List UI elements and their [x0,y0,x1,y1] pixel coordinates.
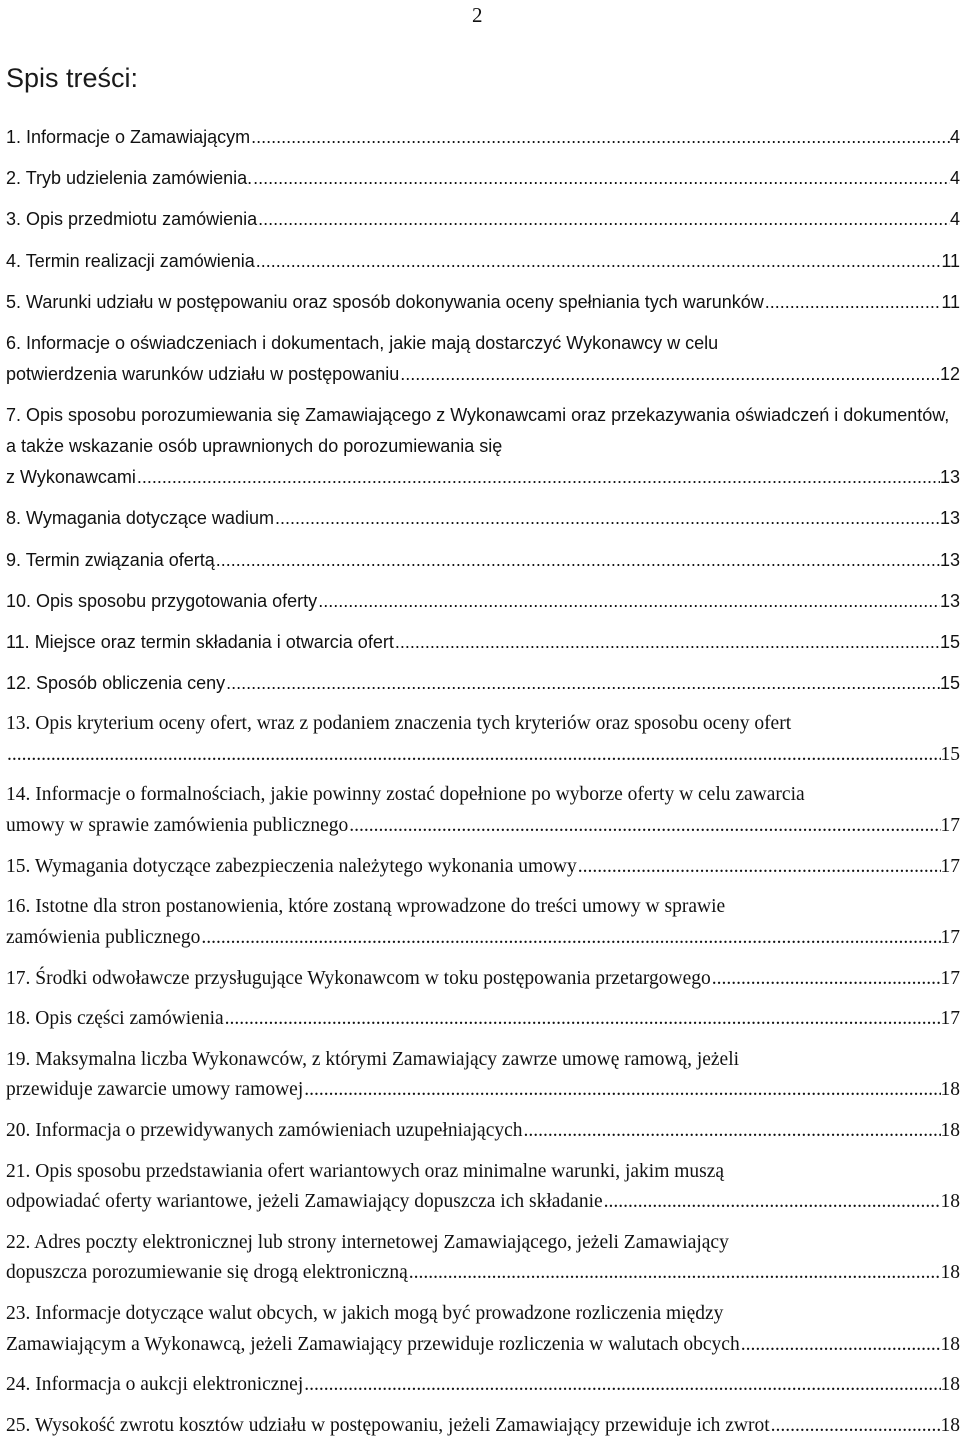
toc-title: Spis treści: [6,63,139,93]
toc-entry[interactable] [6,780,960,841]
toc-entry-title: 2. Tryb udzielenia zamówienia. [6,168,253,189]
toc-entry-title: 18. Opis części zamówienia [6,1008,224,1030]
toc-page-number: 12 [939,363,960,384]
toc-entry-line [6,359,960,390]
toc-entry-text: 7. Opis sposobu porozumiewania się Zamawiającego z Wykonawcami oraz przekazywania oświadczeń i dokumentów, a także wskazanie osób uprawnionych do porozumiewania się [6,405,950,457]
toc-entry-text: 19. Maksymalna liczba Wykonawców, z którymi Zamawiający zawrze umowę ramową, jeżeli [6,1048,740,1070]
toc-page-number: 18 [940,1262,960,1284]
toc-entry-title: 8. Wymagania dotyczące wadium [6,508,274,529]
toc-entry-text: 13. Opis kryterium oceny ofert, wraz z podaniem znaczenia tych kryteriów oraz sposobu oceny ofert [6,713,792,735]
toc-entry[interactable] [6,892,960,953]
toc-entry-title: 5. Warunki udziału w postępowaniu oraz sposób dokonywania oceny spełniania tych warunków [6,291,764,312]
dot-leader [255,246,942,277]
toc-page-number: 4 [949,168,960,189]
dot-leader [317,586,940,617]
toc-entry-line [6,545,960,576]
dot-leader [303,1370,940,1401]
dot-leader [764,287,942,318]
toc-entry-line [6,811,960,842]
toc-entry-line [6,964,960,995]
dot-leader [348,811,940,842]
toc-entry-title: 12. Sposób obliczenia ceny [6,673,226,694]
toc-entry-text: 22. Adres poczty elektronicznej lub strony internetowej Zamawiającego, jeżeli Zamawiający [6,1231,729,1253]
dot-leader [770,1411,941,1442]
toc-entry[interactable] [6,852,960,883]
toc-entry-title: Zamawiającym a Wykonawcą, jeżeli Zamawiający przewiduje rozliczenia w walutach obcych [6,1333,740,1355]
toc-entry[interactable] [6,1411,960,1442]
toc-entry-line [6,1330,960,1361]
dot-leader [200,923,940,954]
dot-leader [523,1116,941,1147]
dot-leader [250,122,950,153]
dot-leader [6,740,941,771]
toc-entry-line [6,923,960,954]
toc-page-number: 18 [940,1079,960,1101]
toc-entry-line [6,1075,960,1106]
toc-entry-line [6,204,960,235]
toc-entry[interactable] [6,1157,960,1218]
toc-entry[interactable] [6,668,960,699]
dot-leader [394,627,940,658]
toc-entry[interactable] [6,545,960,576]
toc-entry-title: zamówienia publicznego [6,926,201,948]
dot-leader [711,964,941,995]
toc-entry-title: przewiduje zawarcie umowy ramowej [6,1079,304,1101]
toc-page-number: 13 [939,467,960,488]
toc-entry[interactable] [6,503,960,534]
table-of-contents [6,122,960,1442]
toc-page-number: 17 [940,855,960,877]
toc-entry-title: 3. Opis przedmiotu zamówienia [6,209,258,230]
toc-entry-line [6,740,960,771]
toc-page-number: 17 [940,926,960,948]
toc-entry-title: 25. Wysokość zwrotu kosztów udziału w postępowaniu, jeżeli Zamawiający przewiduje ich zwrot [6,1415,770,1436]
toc-page-number: 15 [939,631,960,652]
toc-entry[interactable] [6,1116,960,1147]
dot-leader [399,359,940,390]
toc-entry-title: 1. Informacje o Zamawiającym [6,127,251,147]
page-number: 2 [472,3,483,27]
toc-page-number: 11 [941,250,960,271]
toc-entry-line [6,1411,960,1442]
toc-entry[interactable] [6,204,960,235]
dot-leader [408,1258,941,1289]
toc-entry-title: z Wykonawcami [6,467,136,488]
toc-entry-line [6,1004,960,1035]
toc-entry-line [6,852,960,883]
toc-page-number: 11 [941,291,960,312]
dot-leader [257,204,950,235]
toc-entry[interactable] [6,287,960,318]
toc-entry-line [6,503,960,534]
toc-page-number: 18 [940,1333,960,1355]
toc-entry-line [6,462,960,493]
toc-page-number: 13 [939,590,960,611]
dot-leader [274,503,940,534]
toc-page-number: 18 [940,1191,960,1213]
toc-entry-text: 6. Informacje o oświadczeniach i dokumentach, jakie mają dostarczyć Wykonawcy w celu [6,332,719,353]
toc-page-number: 18 [940,1374,960,1396]
toc-entry-title: 11. Miejsce oraz termin składania i otwarcia ofert [6,631,394,652]
toc-entry-line [6,1370,960,1401]
toc-entry[interactable] [6,586,960,617]
toc-page-number: 4 [949,127,960,147]
dot-leader [303,1075,940,1106]
toc-entry[interactable] [6,1045,960,1106]
toc-entry[interactable] [6,1004,960,1035]
toc-entry[interactable] [6,122,960,153]
toc-entry[interactable] [6,1370,960,1401]
dot-leader [252,163,950,194]
toc-entry-line [6,1258,960,1289]
toc-entry-title: 20. Informacja o przewidywanych zamówieniach uzupełniających [6,1120,523,1142]
toc-entry-line [6,1187,960,1218]
toc-entry-line [6,163,960,194]
dot-leader [225,668,940,699]
toc-entry-title: umowy w sprawie zamówienia publicznego [6,814,349,836]
toc-page-number: 15 [939,673,960,694]
toc-entry-text: 14. Informacje o formalnościach, jakie powinny zostać dopełnione po wyborze oferty w celu zawarcia [6,784,805,806]
toc-page-number: 4 [949,209,960,230]
dot-leader [603,1187,941,1218]
toc-entry[interactable] [6,328,960,390]
toc-entry[interactable] [6,964,960,995]
toc-entry-title: 4. Termin realizacji zamówienia [6,250,255,271]
toc-entry[interactable] [6,1228,960,1289]
toc-page-number: 18 [940,1415,960,1436]
toc-entry-title: dopuszcza porozumiewanie się drogą elektroniczną [6,1262,408,1284]
toc-page-number: 18 [940,1120,960,1142]
toc-entry-line [6,122,960,153]
toc-entry-text: 23. Informacje dotyczące walut obcych, w jakich mogą być prowadzone rozliczenia między [6,1303,724,1325]
toc-entry-line [6,246,960,277]
toc-entry-line [6,1116,960,1147]
toc-page-number: 17 [940,1008,960,1030]
toc-entry-title: 17. Środki odwoławcze przysługujące Wykonawcom w toku postępowania przetargowego [6,967,711,989]
toc-entry[interactable] [6,163,960,194]
toc-entry[interactable] [6,709,960,770]
toc-entry-title: 15. Wymagania dotyczące zabezpieczenia należytego wykonania umowy [6,855,577,877]
toc-entry[interactable] [6,400,960,493]
toc-page-number: 13 [939,549,960,570]
toc-page-number: 13 [939,508,960,529]
dot-leader [224,1004,941,1035]
toc-entry-line [6,287,960,318]
toc-page-number: 15 [940,743,960,765]
dot-leader [740,1330,941,1361]
dot-leader [136,462,940,493]
dot-leader [577,852,941,883]
toc-entry[interactable] [6,1299,960,1360]
toc-entry-line [6,586,960,617]
toc-entry-title: 10. Opis sposobu przygotowania oferty [6,590,318,611]
dot-leader [215,545,940,576]
toc-entry[interactable] [6,246,960,277]
toc-entry-line [6,627,960,658]
toc-page-number: 17 [940,967,960,989]
toc-entry-title: 9. Termin związania ofertą [6,549,215,570]
toc-entry-text: 21. Opis sposobu przedstawiania ofert wariantowych oraz minimalne warunki, jakim muszą [6,1160,725,1182]
toc-entry-line [6,668,960,699]
toc-page-number: 17 [940,814,960,836]
toc-entry-title: 24. Informacja o aukcji elektronicznej [6,1374,304,1396]
toc-entry-title: potwierdzenia warunków udziału w postępowaniu [6,363,400,384]
toc-entry-title: odpowiadać oferty wariantowe, jeżeli Zamawiający dopuszcza ich składanie [6,1191,603,1213]
toc-entry-text: 16. Istotne dla stron postanowienia, które zostaną wprowadzone do treści umowy w sprawie [6,896,726,918]
toc-entry[interactable] [6,627,960,658]
